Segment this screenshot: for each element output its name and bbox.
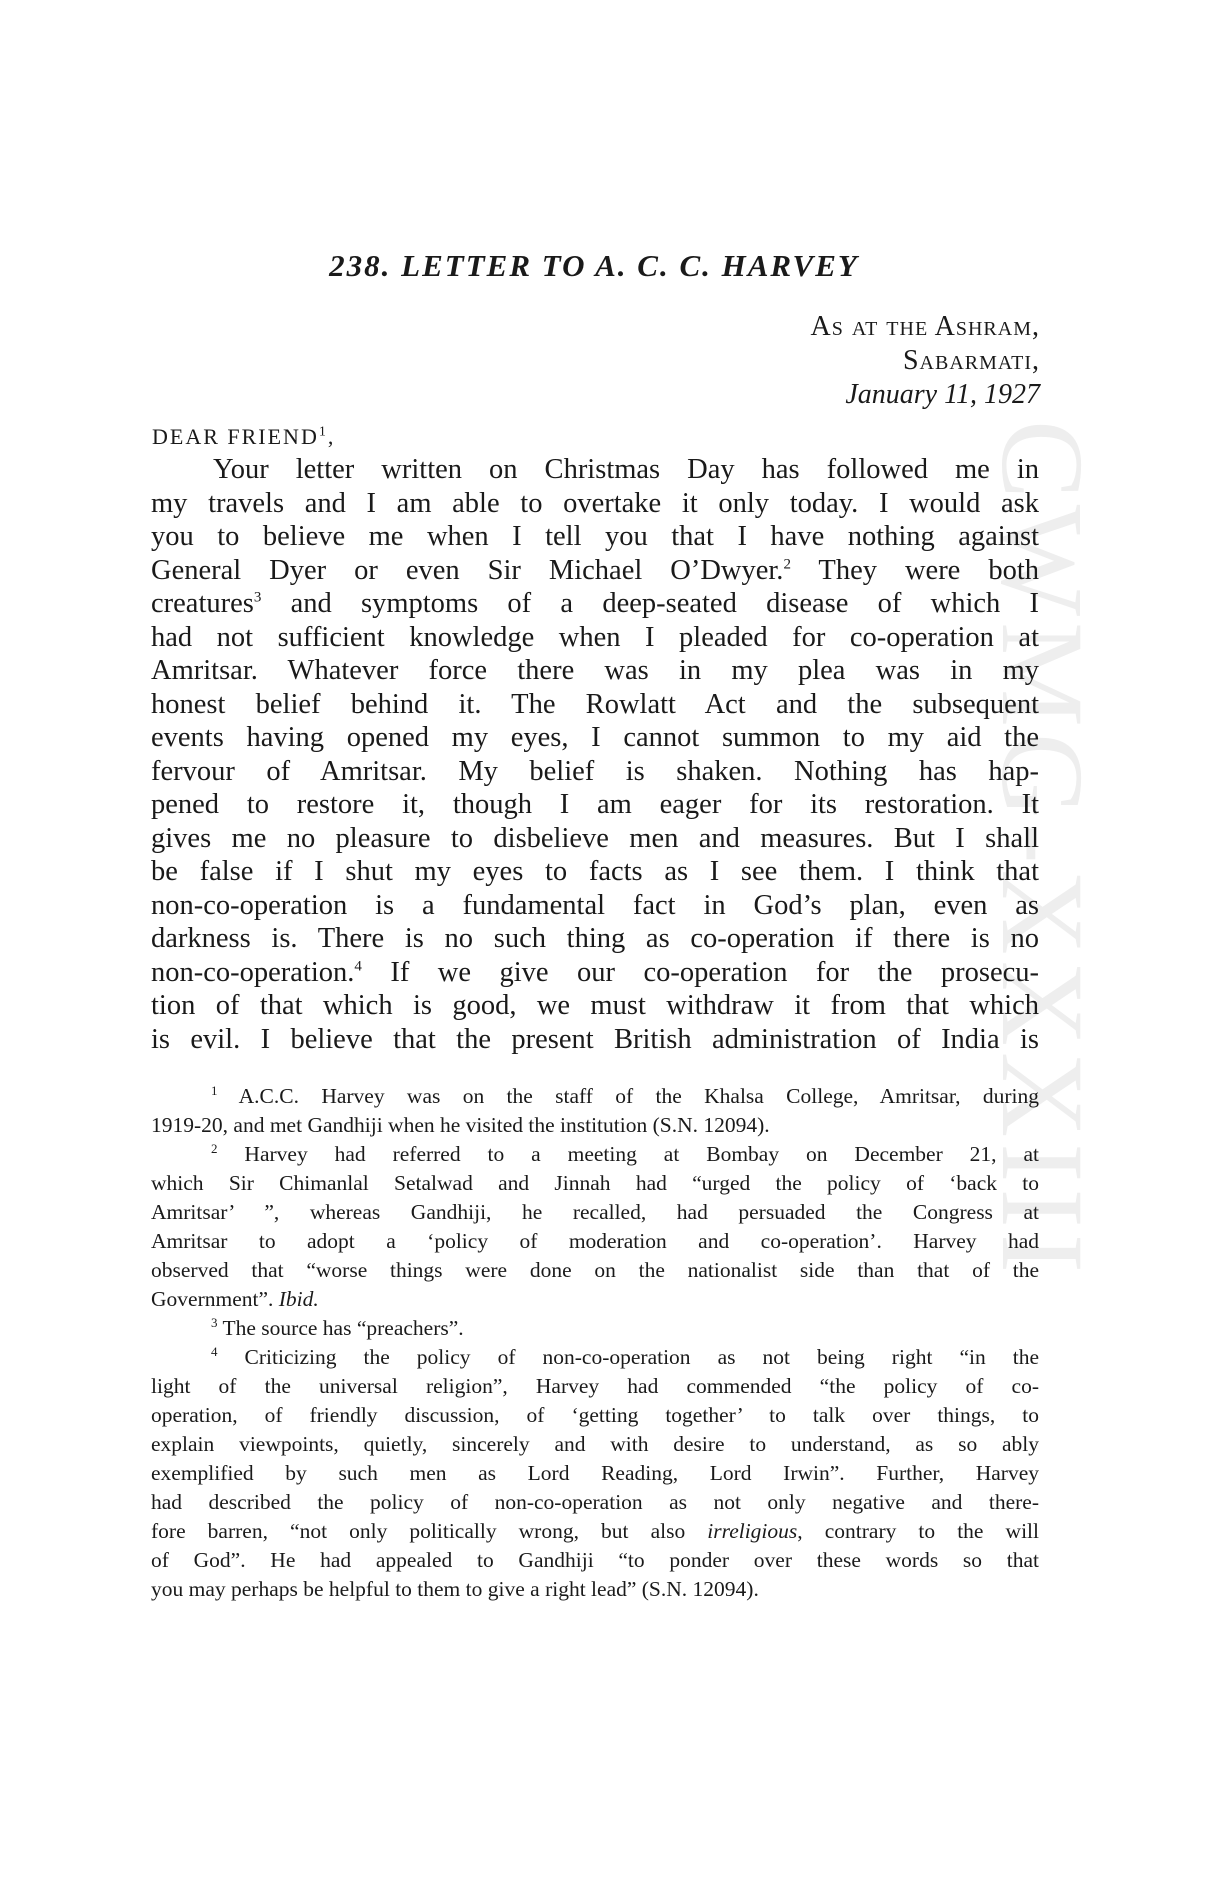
body-line: tion of that which is good, we must withdraw it from that which bbox=[151, 990, 1039, 1021]
letter-heading: 238. LETTER TO A. C. C. HARVEY bbox=[329, 248, 859, 283]
footnote-4-line: operation, of friendly discussion, of ‘getting together’ to talk over things, to bbox=[151, 1403, 1039, 1427]
address-block bbox=[811, 310, 1040, 412]
footnote-4-mark: 4 bbox=[211, 1343, 218, 1359]
footnote-4-text: , contrary to the will bbox=[797, 1519, 1039, 1543]
footnote-ref-2: 2 bbox=[783, 556, 791, 572]
body-fragment: non-co-operation. bbox=[151, 956, 355, 988]
footnote-2-text: Government”. bbox=[151, 1287, 274, 1311]
body-line: honest belief behind it. The Rowlatt Act and the subsequent bbox=[151, 688, 1039, 720]
body-line: my travels and I am able to overtake it only today. I would ask bbox=[151, 487, 1039, 519]
body-line bbox=[151, 554, 1039, 588]
body-line bbox=[151, 956, 1039, 990]
footnote-ref-4: 4 bbox=[354, 958, 362, 974]
footnote-4-text: Criticizing the policy of non-co-operation as not being right “in the bbox=[244, 1345, 1039, 1369]
footnote-2-line bbox=[151, 1140, 1039, 1169]
body-line: Amritsar. Whatever force there was in my plea was in my bbox=[151, 655, 1039, 686]
footnote-4-italic: irreligious bbox=[707, 1519, 798, 1543]
footnote-4-line: had described the policy of non-co-operation as not only negative and there- bbox=[151, 1490, 1039, 1514]
salutation-text: DEAR FRIEND bbox=[152, 424, 319, 449]
footnote-4-line bbox=[151, 1343, 1039, 1372]
footnote-3-text: The source has “preachers”. bbox=[222, 1316, 464, 1340]
footnote-4-line: explain viewpoints, quietly, sincerely and with desire to understand, as so ably bbox=[151, 1432, 1039, 1456]
footnote-1-mark: 1 bbox=[211, 1082, 218, 1098]
salutation bbox=[152, 424, 335, 450]
footnote-2-line: observed that “worse things were done on the nationalist side than that of the bbox=[151, 1258, 1039, 1282]
footnote-2-line bbox=[151, 1285, 1039, 1314]
footnote-2-text: Harvey had referred to a meeting at Bombay on December 21, at bbox=[244, 1142, 1039, 1166]
body-fragment: creatures bbox=[151, 588, 254, 619]
footnote-1-text: A.C.C. Harvey was on the staff of the Khalsa College, Amritsar, during bbox=[238, 1084, 1039, 1108]
body-fragment: General Dyer or even Sir Michael O’Dwyer. bbox=[151, 554, 784, 586]
footnote-1-line bbox=[151, 1082, 1039, 1111]
body-fragment: If we give our co-operation for the prosecu- bbox=[390, 956, 1040, 988]
footnote-2-line: which Sir Chimanlal Setalwad and Jinnah had “urged the policy of ‘back to bbox=[151, 1171, 1039, 1195]
footnote-4-line: light of the universal religion”, Harvey had commended “the policy of co- bbox=[151, 1374, 1039, 1398]
footnote-4-line: you may perhaps be helpful to them to give a right lead” (S.N. 12094). bbox=[151, 1577, 759, 1601]
footnote-ref-1: 1 bbox=[318, 424, 328, 440]
footnote-ref-3: 3 bbox=[253, 589, 262, 606]
footnote-4-line bbox=[151, 1517, 1039, 1546]
letter-date: January 11, 1927 bbox=[845, 379, 1040, 410]
body-line: be false if I shut my eyes to facts as I see them. I think that bbox=[151, 856, 1039, 887]
watermark: CWMG-XXXIII bbox=[977, 420, 1108, 1280]
footnote-2-mark: 2 bbox=[211, 1140, 218, 1156]
address-line-1: As at the Ashram, bbox=[810, 311, 1040, 342]
footnote-3-mark: 3 bbox=[211, 1314, 218, 1330]
body-line: gives me no pleasure to disbelieve men and measures. But I shall bbox=[151, 822, 1039, 854]
address-line-2: Sabarmati, bbox=[902, 345, 1040, 376]
body-line: is evil. I believe that the present British administration of India is bbox=[151, 1023, 1039, 1055]
footnote-4-line: of God”. He had appealed to Gandhiji “to ponder over these words so that bbox=[151, 1548, 1039, 1572]
footnotes bbox=[151, 1082, 1039, 1604]
body-line: fervour of Amritsar. My belief is shaken. Nothing has hap- bbox=[151, 755, 1039, 787]
footnote-4-line: exemplified by such men as Lord Reading, Lord Irwin”. Further, Harvey bbox=[151, 1461, 1039, 1485]
footnote-4-text: fore barren, “not only politically wrong, but also bbox=[151, 1519, 686, 1543]
footnote-2-line: Amritsar to adopt a ‘policy of moderation and co-operation’. Harvey had bbox=[151, 1229, 1039, 1253]
footnote-2-line: Amritsar’ ”, whereas Gandhiji, he recalled, had persuaded the Congress at bbox=[151, 1200, 1039, 1224]
letter-body bbox=[151, 453, 1039, 1056]
body-line: you to believe me when I tell you that I have nothing against bbox=[151, 521, 1039, 552]
body-line: non-co-operation is a fundamental fact in God’s plan, even as bbox=[151, 889, 1039, 921]
body-line: darkness is. There is no such thing as co-operation if there is no bbox=[151, 923, 1039, 954]
salutation-comma: , bbox=[327, 424, 336, 449]
body-line: Your letter written on Christmas Day has followed me in bbox=[213, 454, 1039, 485]
body-fragment: and symptoms of a deep-seated disease of which I bbox=[290, 588, 1039, 619]
body-line: pened to restore it, though I am eager for its restoration. It bbox=[151, 789, 1039, 820]
body-fragment: They were both bbox=[818, 554, 1039, 586]
footnote-1-line: 1919-20, and met Gandhiji when he visited the institution (S.N. 12094). bbox=[151, 1113, 770, 1137]
footnote-3-line bbox=[151, 1314, 1039, 1343]
body-line bbox=[151, 587, 1039, 621]
footnote-2-ibid: Ibid. bbox=[278, 1287, 319, 1311]
body-line: had not sufficient knowledge when I pleaded for co-operation at bbox=[151, 621, 1039, 653]
body-line: events having opened my eyes, I cannot summon to my aid the bbox=[151, 722, 1039, 753]
